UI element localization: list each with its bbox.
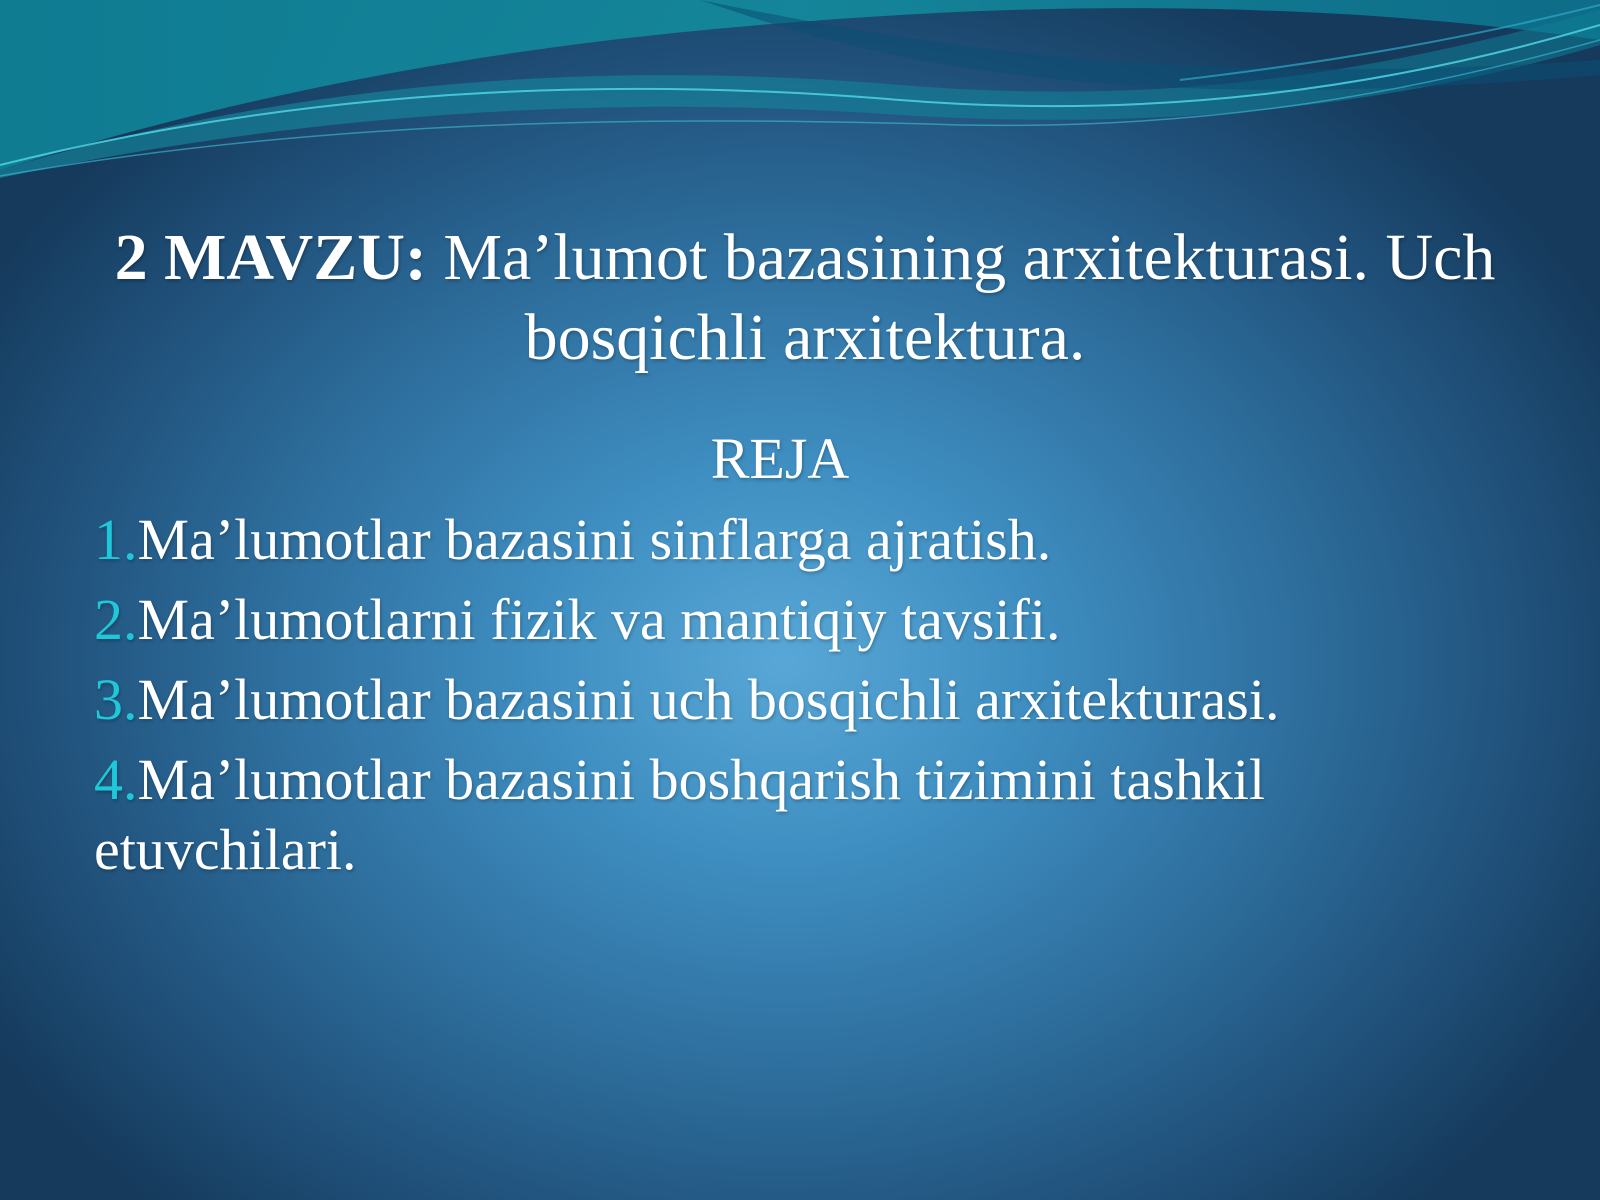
decorative-waves bbox=[0, 0, 1600, 200]
list-item-number: 3. bbox=[94, 667, 138, 732]
list-item-number: 2. bbox=[94, 587, 138, 652]
list-item-number: 1. bbox=[94, 507, 138, 572]
list-item bbox=[94, 585, 1494, 655]
list-item-text: Ma’lumotlar bazasini boshqarish tizimini tashkil etuvchilari. bbox=[94, 747, 1266, 882]
slide-title-lead: 2 MAVZU: bbox=[114, 221, 427, 294]
list-item bbox=[94, 665, 1494, 735]
list-item-number: 4. bbox=[94, 747, 138, 812]
slide-title bbox=[60, 218, 1550, 378]
list-item bbox=[94, 745, 1494, 885]
list-item-text: Ma’lumotlarni fizik va mantiqiy tavsifi. bbox=[137, 587, 1061, 652]
list-item-text: Ma’lumotlar bazasini sinflarga ajratish. bbox=[137, 507, 1052, 572]
plan-heading: REJA bbox=[710, 426, 850, 491]
plan-list bbox=[94, 505, 1494, 895]
slide-title-rest: Ma’lumot bazasining arxitekturasi. Uch bosqichli arxitektura. bbox=[426, 221, 1496, 374]
list-item-text: Ma’lumotlar bazasini uch bosqichli arxitekturasi. bbox=[137, 667, 1280, 732]
list-item bbox=[94, 505, 1494, 575]
